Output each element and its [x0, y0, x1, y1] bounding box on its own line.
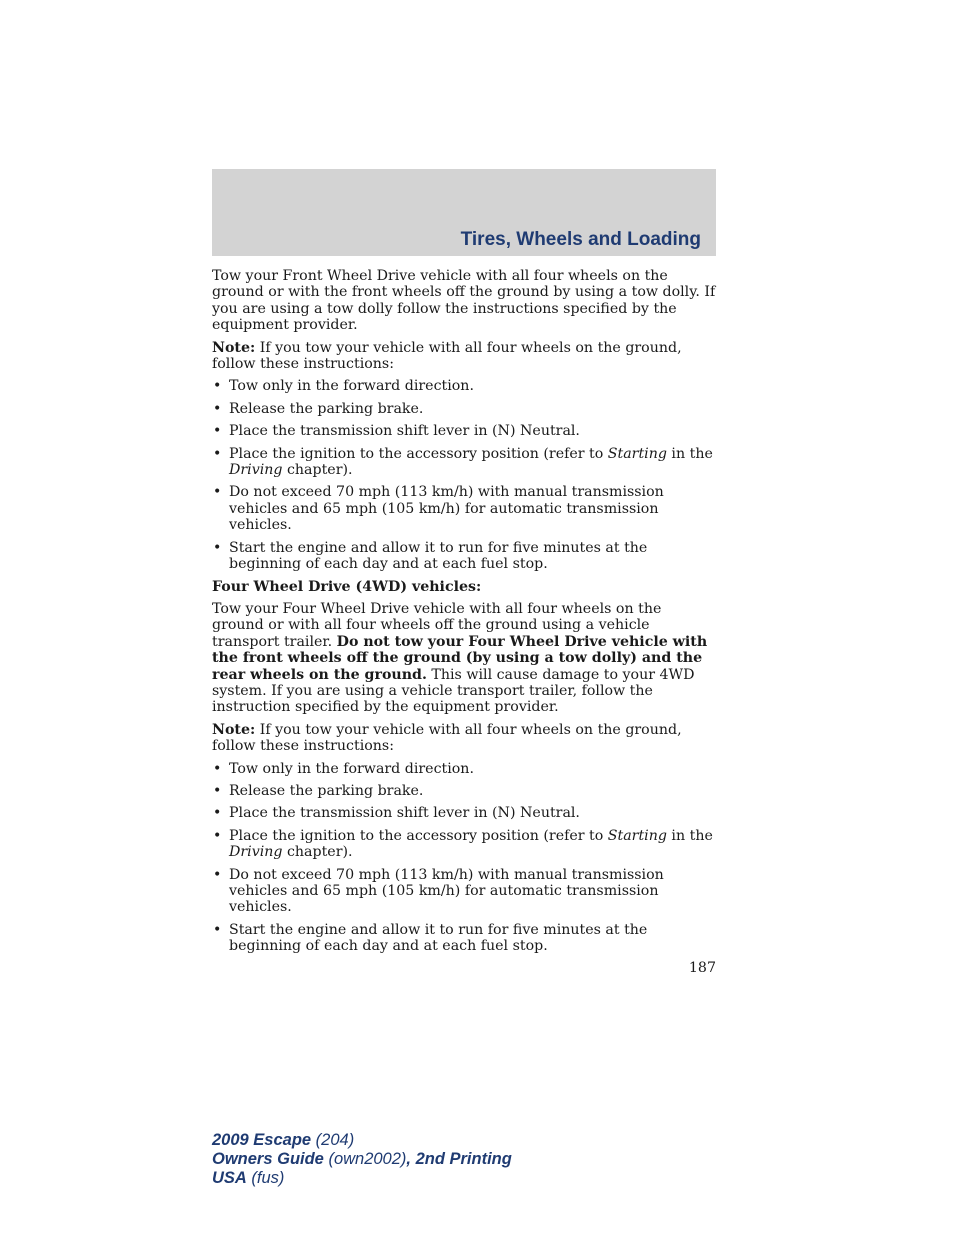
footer-model: 2009 Escape [212, 1131, 312, 1149]
4wd-instructions-list [212, 761, 716, 955]
4wd-note-paragraph [212, 722, 716, 755]
list-item-text: Release the parking brake. [229, 400, 424, 417]
list-item [212, 378, 716, 394]
list-item [212, 867, 716, 916]
list-item [212, 922, 716, 955]
fwd-instructions-list [212, 378, 716, 572]
list-item [212, 828, 716, 861]
list-item [212, 446, 716, 479]
footer-line-guide [212, 1150, 512, 1169]
list-item-text: Place the ignition to the accessory position (refer to [229, 827, 608, 844]
bullet-icon: • [213, 805, 222, 822]
list-item-text: Release the parking brake. [229, 782, 424, 799]
list-item-text: Tow only in the forward direction. [229, 760, 474, 777]
bullet-icon: • [213, 921, 222, 938]
paragraph-text: This will cause damage to your 4WD system. If you are using a vehicle transport trailer, follow the instruction specified by the equipment provider. [212, 666, 695, 716]
bullet-icon: • [213, 378, 222, 395]
list-item-text: in the [666, 445, 713, 462]
footer-line-market [212, 1169, 512, 1188]
list-item-text: in the [666, 827, 713, 844]
list-item [212, 761, 716, 777]
list-item-text: Start the engine and allow it to run for five minutes at the beginning of each day and at each fuel stop. [229, 921, 648, 955]
bullet-icon: • [213, 484, 222, 501]
footer-market-code: (fus) [246, 1169, 285, 1187]
footer-printing: , 2nd Printing [406, 1150, 512, 1168]
bullet-icon: • [213, 782, 222, 799]
fwd-intro-paragraph: Tow your Front Wheel Drive vehicle with all four wheels on the ground or with the front wheels off the ground by using a tow dolly. If you are using a tow dolly follow the instructions specified by the equipment provider. [212, 268, 716, 334]
footer-line-model [212, 1131, 512, 1150]
note-label: Note: [212, 721, 256, 738]
bullet-icon: • [213, 760, 222, 777]
document-footer [212, 1131, 512, 1188]
list-item-text: Place the ignition to the accessory position (refer to [229, 445, 608, 462]
section-header-band [212, 169, 716, 256]
section-title: Tires, Wheels and Loading [460, 229, 701, 250]
driving-chapter-reference: Driving [229, 462, 283, 479]
list-item-text: Tow only in the forward direction. [229, 378, 474, 395]
starting-reference: Starting [607, 445, 667, 462]
list-item [212, 783, 716, 799]
note-text: If you tow your vehicle with all four wheels on the ground, follow these instructions: [212, 339, 682, 373]
footer-guide: Owners Guide [212, 1150, 324, 1168]
page-content [212, 268, 716, 961]
4wd-intro-paragraph [212, 601, 716, 716]
footer-model-code: (204) [311, 1131, 355, 1149]
bullet-icon: • [213, 400, 222, 417]
list-item-text: chapter). [282, 844, 353, 861]
list-item [212, 805, 716, 821]
list-item-text: Do not exceed 70 mph (113 km/h) with manual transmission vehicles and 65 mph (105 km/h) for automatic transmission vehicles. [229, 484, 664, 534]
list-item-text: Start the engine and allow it to run for five minutes at the beginning of each day and at each fuel stop. [229, 539, 648, 573]
note-label: Note: [212, 339, 256, 356]
list-item-text: Do not exceed 70 mph (113 km/h) with manual transmission vehicles and 65 mph (105 km/h) for automatic transmission vehicles. [229, 866, 664, 916]
footer-market: USA [212, 1169, 247, 1187]
footer-guide-code: (own2002) [323, 1150, 407, 1168]
bullet-icon: • [213, 866, 222, 883]
warning-text: Do not tow your Four Wheel Drive vehicle with the front wheels off the ground (by using a tow dolly) and the rear wheels on the ground. [212, 633, 708, 683]
list-item-text: Place the transmission shift lever in (N) Neutral. [229, 805, 580, 822]
fwd-note-paragraph [212, 340, 716, 373]
list-item [212, 423, 716, 439]
bullet-icon: • [213, 827, 222, 844]
bullet-icon: • [213, 539, 222, 556]
list-item-text: chapter). [282, 462, 353, 479]
list-item [212, 540, 716, 573]
paragraph-text: Tow your Four Wheel Drive vehicle with all four wheels on the ground or with all four wheels off the ground using a vehicle transport trailer. [212, 600, 662, 650]
4wd-heading: Four Wheel Drive (4WD) vehicles: [212, 578, 482, 595]
bullet-icon: • [213, 445, 222, 462]
list-item [212, 401, 716, 417]
list-item-text: Place the transmission shift lever in (N) Neutral. [229, 423, 580, 440]
note-text: If you tow your vehicle with all four wheels on the ground, follow these instructions: [212, 721, 682, 755]
driving-chapter-reference: Driving [229, 844, 283, 861]
list-item [212, 484, 716, 533]
bullet-icon: • [213, 423, 222, 440]
page-number: 187 [688, 960, 716, 976]
starting-reference: Starting [607, 827, 667, 844]
